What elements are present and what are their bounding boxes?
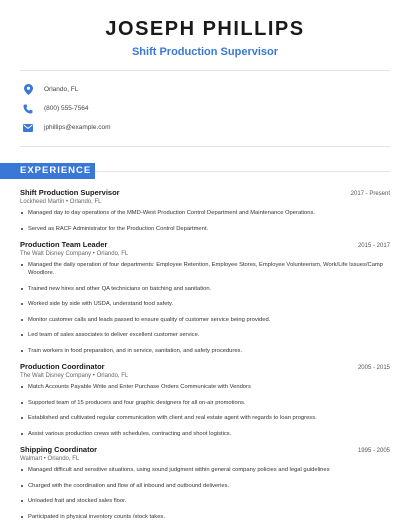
job-bullet: Managed difficult and sensitive situations, using sound judgment within general company policies and legal guidelines bbox=[20, 466, 390, 474]
job-title: Shipping Coordinator bbox=[20, 445, 98, 454]
email-text: jphillips@example.com bbox=[44, 124, 111, 131]
job-bullets bbox=[20, 466, 390, 521]
location-pin-icon bbox=[22, 84, 34, 96]
job-bullets bbox=[20, 209, 390, 233]
job-employer: Walmart • Orlando, FL bbox=[20, 456, 80, 462]
job-bullet: Monitor customer calls and leads passed to ensure quality of customer service being provided. bbox=[20, 316, 390, 324]
job-bullet: Managed the daily operation of four departments: Employee Retention, Employee Stores, Employee Volunteerism, Work/Life Issues/Camp Woodlore. bbox=[20, 261, 390, 277]
phone-icon bbox=[22, 103, 34, 115]
location-text: Orlando, FL bbox=[44, 86, 79, 93]
job-dates: 2017 - Present bbox=[350, 191, 390, 197]
contact-phone bbox=[22, 99, 111, 118]
job-bullet: Unloaded frait and stocked sales floor. bbox=[20, 497, 390, 505]
job-bullet: Established and cultivated regular communication with client and real estate agent with regards to loan progress. bbox=[20, 414, 390, 422]
divider bbox=[20, 70, 390, 71]
job-dates: 2015 - 2017 bbox=[357, 243, 390, 249]
job-entry bbox=[20, 188, 390, 233]
job-title: Production Team Leader bbox=[20, 240, 108, 249]
job-bullet: Led team of sales associates to deliver excellent customer service. bbox=[20, 331, 390, 339]
job-bullets bbox=[20, 261, 390, 355]
job-bullet: Participated in physical inventory counts /stock takes. bbox=[20, 513, 390, 521]
job-dates: 1995 - 2005 bbox=[357, 448, 390, 454]
experience-list bbox=[20, 188, 390, 528]
candidate-name: JOSEPH PHILLIPS bbox=[105, 18, 305, 40]
job-bullet: Assist various production crews with schedules, contracting and shoot logistics. bbox=[20, 430, 390, 438]
job-title: Production Coordinator bbox=[20, 362, 105, 371]
job-bullet: Match Accounts Payable Write and Enter Purchase Orders Communicate with Vendors bbox=[20, 383, 390, 391]
job-title: Shift Production Supervisor bbox=[20, 188, 120, 197]
job-entry bbox=[20, 445, 390, 521]
resume-header bbox=[0, 0, 410, 58]
phone-text: (800) 555-7564 bbox=[44, 105, 89, 112]
job-bullet: Worked side by side with USDA, understand food safety. bbox=[20, 300, 390, 308]
candidate-title: Shift Production Supervisor bbox=[131, 46, 279, 58]
contact-list bbox=[22, 80, 111, 137]
job-bullet: Charged with the coordination and flow of all inbound and outbound deliveries. bbox=[20, 482, 390, 490]
job-bullet: Managed day to day operations of the MMD-West Production Control Department and Maintenance Operations. bbox=[20, 209, 390, 217]
email-icon bbox=[22, 122, 34, 134]
experience-heading: EXPERIENCE bbox=[0, 163, 95, 179]
job-employer: Lockheed Martin • Orlando, FL bbox=[20, 199, 102, 205]
job-bullets bbox=[20, 383, 390, 438]
contact-location bbox=[22, 80, 111, 99]
job-bullet: Supported team of 15 producers and four graphic designers for all on-air promotions. bbox=[20, 399, 390, 407]
job-bullet: Trained new hires and other QA technicians on batching and sanitation. bbox=[20, 285, 390, 293]
job-dates: 2005 - 2015 bbox=[357, 365, 390, 371]
job-employer: The Walt Disney Company • Orlando, FL bbox=[20, 373, 129, 379]
job-employer: The Walt Disney Company • Orlando, FL bbox=[20, 251, 129, 257]
job-entry bbox=[20, 362, 390, 438]
divider bbox=[20, 146, 390, 147]
job-entry bbox=[20, 240, 390, 355]
contact-email bbox=[22, 118, 111, 137]
divider bbox=[95, 171, 390, 172]
job-bullet: Served as RACF Administrator for the Production Control Department. bbox=[20, 225, 390, 233]
job-bullet: Train workers in food preparation, and in service, sanitation, and safety procedures. bbox=[20, 347, 390, 355]
